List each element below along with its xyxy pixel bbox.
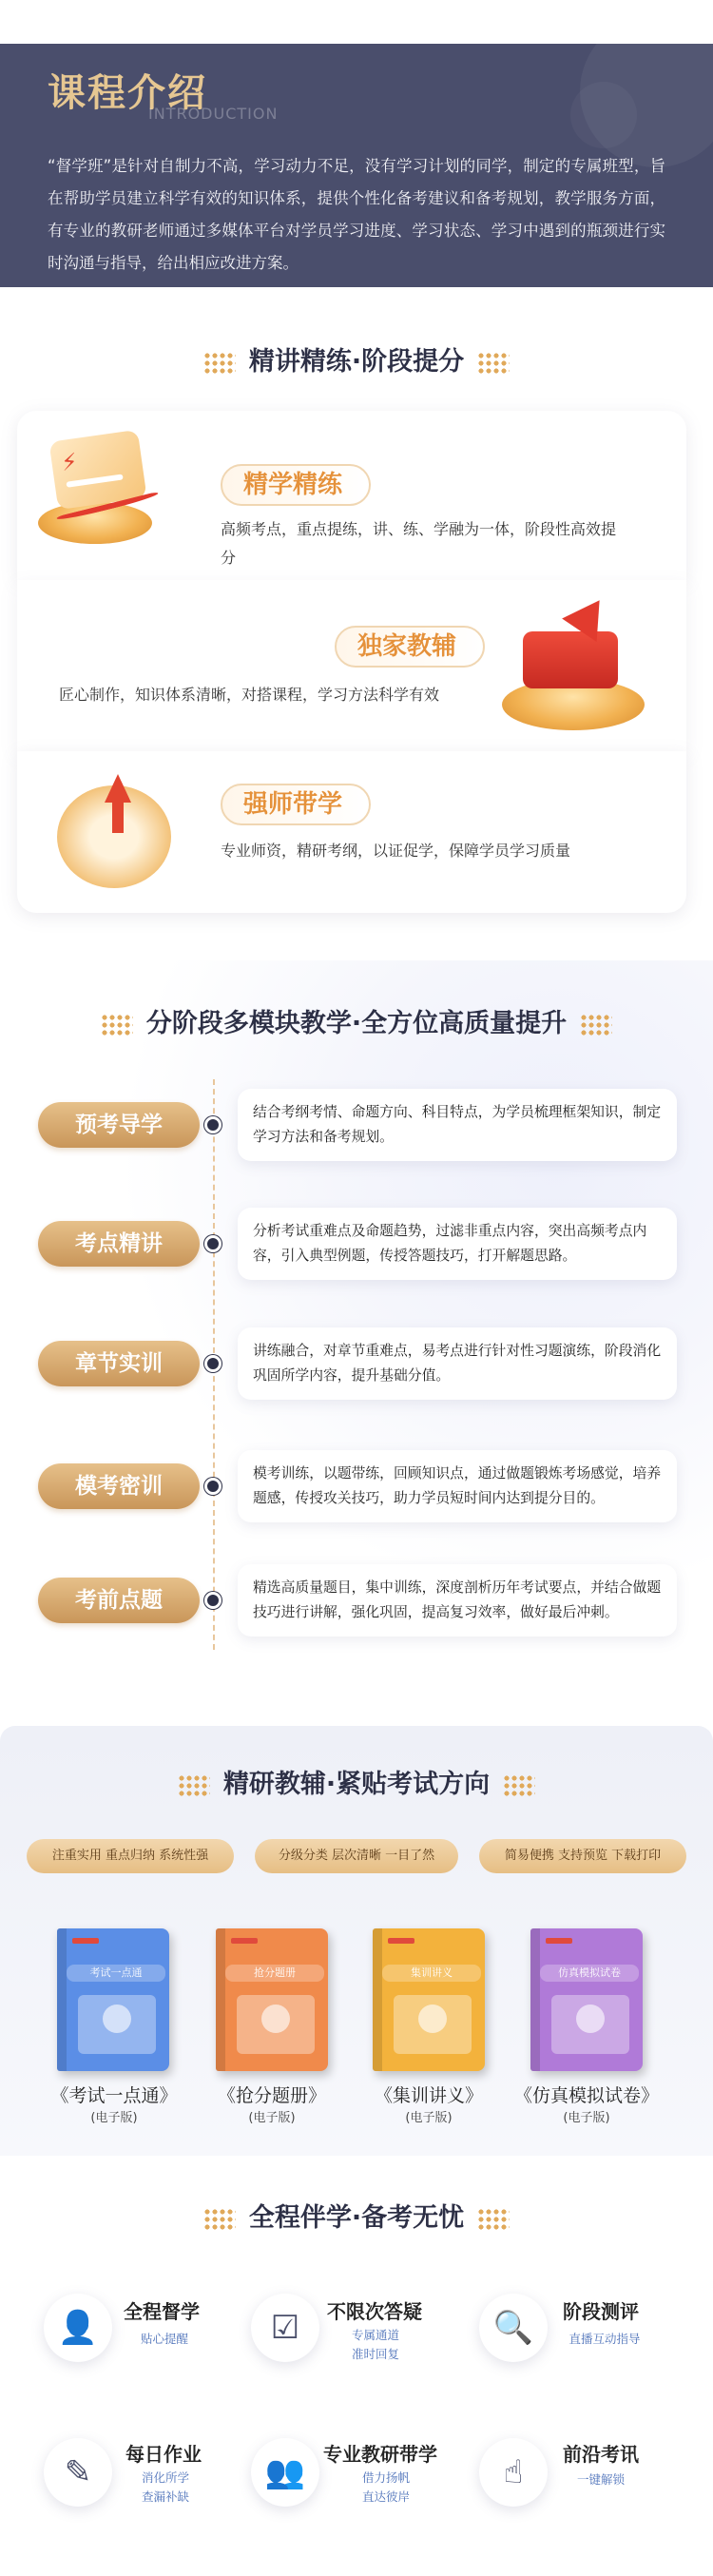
timeline-dot: [204, 1235, 222, 1252]
book-edition-2: (电子版): [248, 2111, 296, 2125]
book-cover-title: 集训讲义: [382, 1965, 481, 1982]
dots-decor: [101, 1014, 133, 1036]
gift-box-icon: [523, 631, 618, 688]
feature-desc-3: 专业师资，精研考纲，以证促学，保障学员学习质量: [221, 842, 571, 860]
checklist-icon: ☑: [251, 2294, 319, 2362]
features-title: 精讲精练·阶段提分: [248, 347, 465, 377]
stage-label-3: 章节实训: [38, 1341, 200, 1386]
dots-decor: [477, 352, 510, 375]
service-sub-2a: 专属通道: [351, 2328, 399, 2342]
stage-desc-1: 结合考纲考情、命题方向、科目特点，为学员梳理框架知识，制定学习方法和备考规划。: [238, 1089, 677, 1161]
feature-label-3: 强师带学: [221, 784, 371, 825]
user-icon: 👤: [44, 2294, 112, 2362]
service-sub-4a: 消化所学: [141, 2470, 189, 2485]
book-cover-3[interactable]: [373, 1928, 485, 2071]
intro-title: 课程介绍: [48, 71, 207, 115]
book-cover-title: 考试一点通: [67, 1965, 165, 1982]
feature-label-2: 独家教辅: [335, 626, 485, 668]
materials-title: 精研教辅·紧贴考试方向: [222, 1770, 491, 1799]
material-tag-2: 分级分类 层次清晰 一目了然: [255, 1839, 458, 1873]
magnifier-icon: 🔍: [479, 2294, 548, 2362]
arrow-up-icon: [105, 774, 131, 803]
stage-label-1: 预考导学: [38, 1102, 200, 1148]
stage-label-4: 模考密训: [38, 1463, 200, 1509]
intro-subtitle-en: INTRODUCTION: [148, 105, 279, 123]
service-sub-5a: 借力扬帆: [361, 2470, 410, 2485]
service-sub-5b: 直达彼岸: [361, 2489, 410, 2504]
brand-logo: [72, 1938, 99, 1944]
dots-decor: [178, 1774, 210, 1797]
service-sub-1: 贴心提醒: [140, 2332, 188, 2346]
decor-circle: [570, 82, 637, 148]
pencil-icon: ✎: [44, 2438, 112, 2507]
stage-desc-4: 模考训练，以题带练，回顾知识点，通过做题锻炼考场感觉，培养题感，传授攻关技巧，助力学员短时间内达到提分目的。: [238, 1450, 677, 1522]
service-title-3: 阶段测评: [563, 2300, 639, 2323]
stage-label-2: 考点精讲: [38, 1221, 200, 1267]
feature-desc-2: 匠心制作，知识体系清晰，对搭课程，学习方法科学有效: [59, 686, 440, 704]
book-illustration: [394, 1995, 472, 2054]
service-title-5: 专业教研带学: [323, 2443, 437, 2466]
dots-decor: [477, 2208, 510, 2231]
dots-decor: [203, 2208, 236, 2231]
group-icon: 👥: [251, 2438, 319, 2507]
materials-title-row: [0, 1763, 713, 1800]
service-sub-2b: 准时回复: [351, 2347, 399, 2361]
service-sub-4b: 查漏补缺: [141, 2489, 189, 2504]
brand-logo: [231, 1938, 258, 1944]
dots-decor: [580, 1014, 612, 1036]
pointer-icon: ☝: [479, 2438, 548, 2507]
timeline-dot: [204, 1116, 222, 1133]
feature-card-3: [17, 751, 686, 913]
book-edition-4: (电子版): [563, 2111, 610, 2125]
service-sub-3: 直播互动指导: [568, 2332, 641, 2346]
timeline-dot: [204, 1592, 222, 1609]
book-title-3: 《集训讲义》: [374, 2085, 483, 2106]
features-title-row: [0, 340, 713, 378]
feature-card-2: [17, 580, 686, 751]
book-cover-1[interactable]: [57, 1928, 169, 2071]
arrow-stem: [112, 801, 124, 833]
book-illustration: [78, 1995, 156, 2054]
feature-label-1: 精学精练: [221, 464, 371, 506]
feature-card-1: [17, 411, 686, 580]
stages-title: 分阶段多模块教学·全方位高质量提升: [145, 1009, 568, 1038]
brand-logo: [388, 1938, 414, 1944]
dots-decor: [203, 352, 236, 375]
services-title: 全程伴学·备考无忧: [248, 2203, 465, 2233]
services-title-row: [0, 2197, 713, 2234]
stage-desc-2: 分析考试重难点及命题趋势，过滤非重点内容，突出高频考点内容，引入典型例题，传授答题技巧，打开解题思路。: [238, 1208, 677, 1280]
stage-label-5: 考前点题: [38, 1578, 200, 1623]
service-sub-6: 一键解锁: [576, 2472, 625, 2487]
book-cover-title: 抢分题册: [225, 1965, 324, 1982]
stage-desc-3: 讲练融合，对章节重难点，易考点进行针对性习题演练，阶段消化巩固所学内容，提升基础分值。: [238, 1327, 677, 1400]
book-illustration: [237, 1995, 315, 2054]
stages-background: [0, 960, 713, 1626]
book-edition-3: (电子版): [405, 2111, 453, 2125]
service-title-6: 前沿考讯: [563, 2443, 639, 2466]
brand-logo: [546, 1938, 572, 1944]
book-cover-4[interactable]: [530, 1928, 643, 2071]
dots-decor: [503, 1774, 535, 1797]
stages-title-row: [0, 1002, 713, 1039]
book-cover-2[interactable]: [216, 1928, 328, 2071]
service-title-4: 每日作业: [125, 2443, 202, 2466]
card-icon: ⚡: [48, 430, 146, 510]
service-title-1: 全程督学: [124, 2300, 200, 2323]
timeline-dot: [204, 1355, 222, 1372]
book-cover-title: 仿真模拟试卷: [540, 1965, 639, 1982]
book-edition-1: (电子版): [90, 2111, 138, 2125]
book-illustration: [551, 1995, 629, 2054]
material-tag-3: 简易便携 支持预览 下载打印: [479, 1839, 686, 1873]
timeline-dot: [204, 1478, 222, 1495]
book-title-2: 《抢分题册》: [217, 2085, 326, 2106]
service-title-2: 不限次答疑: [327, 2300, 422, 2323]
feature-desc-1: 高频考点，重点提练，讲、练、学融为一体，阶段性高效提分: [221, 520, 617, 567]
intro-text: “督学班”是针对自制力不高，学习动力不足，没有学习计划的同学，制定的专属班型，旨在帮助学员建立科学有效的知识体系，提供个性化备考建议和备考规划，教学服务方面，有专业的教研老师通过多媒体平台对学员学习进度、学习状态、学习中遇到的瓶颈进行实时沟通与指导，给出相应改进方案。: [48, 157, 665, 272]
intro-section: [0, 44, 713, 287]
book-title-1: 《考试一点通》: [50, 2085, 178, 2106]
material-tag-1: 注重实用 重点归纳 系统性强: [27, 1839, 234, 1873]
stage-desc-5: 精选高质量题目，集中训练，深度剖析历年考试要点，并结合做题技巧进行讲解，强化巩固，提高复习效率，做好最后冲刺。: [238, 1564, 677, 1637]
book-title-4: 《仿真模拟试卷》: [513, 2085, 659, 2106]
